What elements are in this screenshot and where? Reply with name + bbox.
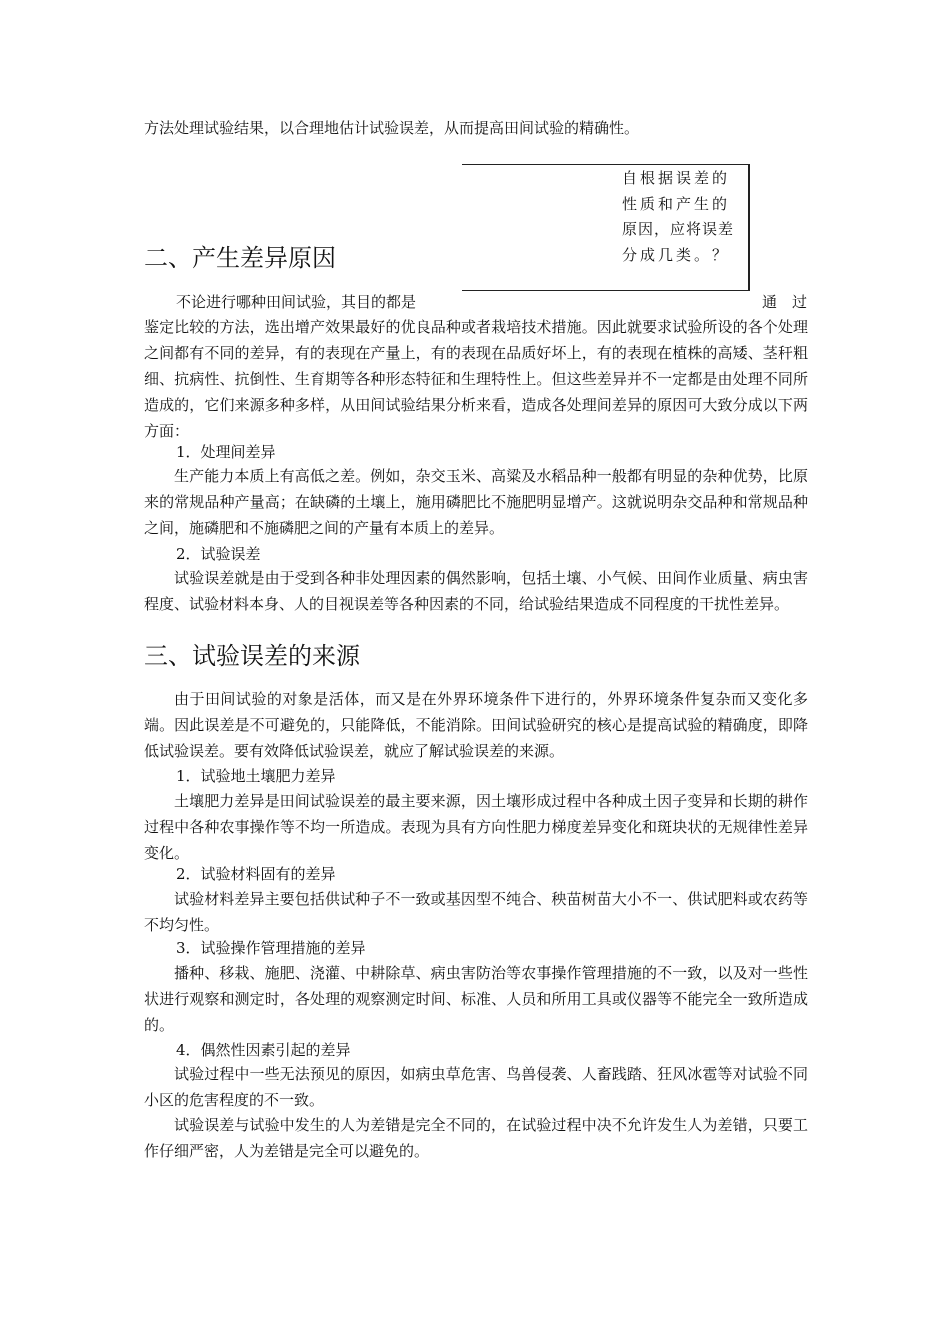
section3-paragraph-3: 试验材料差异主要包括供试种子不一致或基因型不纯合、秧苗树苗大小不一、供试肥料或农药等不均匀性。	[144, 890, 808, 934]
section2-p1-start: 不论进行哪种田间试验，其目的都是	[176, 293, 417, 311]
section3-paragraph-4: 播种、移栽、施肥、浇灌、中耕除草、病虫害防治等农事操作管理措施的不一致，以及对一些性状进行观察和测定时，各处理的观察测定时间、标准、人员和所用工具或仪器等不能完全一致所造成的。	[144, 964, 808, 1034]
margin-note	[622, 166, 746, 268]
margin-note-line: 性质和产生的	[622, 194, 731, 213]
margin-note-line: 自根据误差的	[622, 169, 731, 187]
section3-paragraph-5: 试验过程中一些无法预见的原因，如病虫草危害、鸟兽侵袭、人畜践踏、狂风冰雹等对试验不同小区的危害程度的不一致。	[144, 1065, 808, 1109]
section2-paragraph-3: 试验误差就是由于受到各种非处理因素的偶然影响，包括土壤、小气候、田间作业质量、病虫害程度、试验材料本身、人的目视误差等各种因素的不同，给试验结果造成不同程度的干扰性差异。	[144, 569, 808, 613]
section2-paragraph-2: 生产能力本质上有高低之差。例如，杂交玉米、高粱及水稻品种一般都有明显的杂种优势，比原来的常规品种产量高；在缺磷的土壤上，施用磷肥比不施肥明显增产。这就说明杂交品种和常规品种之间，施磷肥和不施磷肥之间的产量有本质上的差异。	[144, 467, 808, 537]
section2-paragraph-1: 鉴定比较的方法，选出增产效果最好的优良品种或者栽培技术措施。因此就要求试验所设的各个处理之间都有不同的差异，有的表现在产量上，有的表现在品质好坏上，有的表现在植株的高矮、茎秆粗细、抗病性、抗倒性、生育期等各种形态特征和生理特性上。但这些差异并不一定都是由处理不同所造成的，它们来源多种多样，从田间试验结果分析来看，造成各处理间差异的原因可大致分成以下两方面：	[144, 318, 808, 440]
section3-paragraph-6: 试验误差与试验中发生的人为差错是完全不同的，在试验过程中决不允许发生人为差错，只要工作仔细严密，人为差错是完全可以避免的。	[144, 1116, 808, 1160]
section3-paragraph-1: 由于田间试验的对象是活体，而又是在外界环境条件下进行的，外界环境条件复杂而又变化多端。因此误差是不可避免的，只能降低，不能消除。田间试验研究的核心是提高试验的精确度，即降低试验误差。要有效降低试验误差，就应了解试验误差的来源。	[144, 690, 808, 760]
section3-subheading-4: 4．偶然性因素引起的差异	[176, 1041, 351, 1059]
section2-subheading-2: 2．试验误差	[176, 545, 261, 563]
margin-note-line: 分成几类。？	[622, 245, 731, 264]
section2-p1-gap-word: 通 过	[762, 293, 808, 311]
section3-subheading-3: 3．试验操作管理措施的差异	[176, 939, 366, 957]
section-heading-2: 二、产生差异原因	[144, 244, 336, 272]
continuation-line: 方法处理试验结果，以合理地估计试验误差，从而提高田间试验的精确性。	[144, 119, 640, 137]
section3-subheading-2: 2．试验材料固有的差异	[176, 865, 336, 883]
margin-note-line: 原因，应将误差	[622, 220, 735, 238]
section3-paragraph-2: 土壤肥力差异是田间试验误差的最主要来源，因土壤形成过程中各种成土因子变异和长期的耕作过程中各种农事操作等不均一所造成。表现为具有方向性肥力梯度差异变化和斑块状的无规律性差异变化。	[144, 792, 808, 862]
section-heading-3: 三、试验误差的来源	[144, 642, 360, 670]
section3-subheading-1: 1．试验地土壤肥力差异	[176, 767, 336, 785]
section2-subheading-1: 1．处理间差异	[176, 443, 276, 461]
